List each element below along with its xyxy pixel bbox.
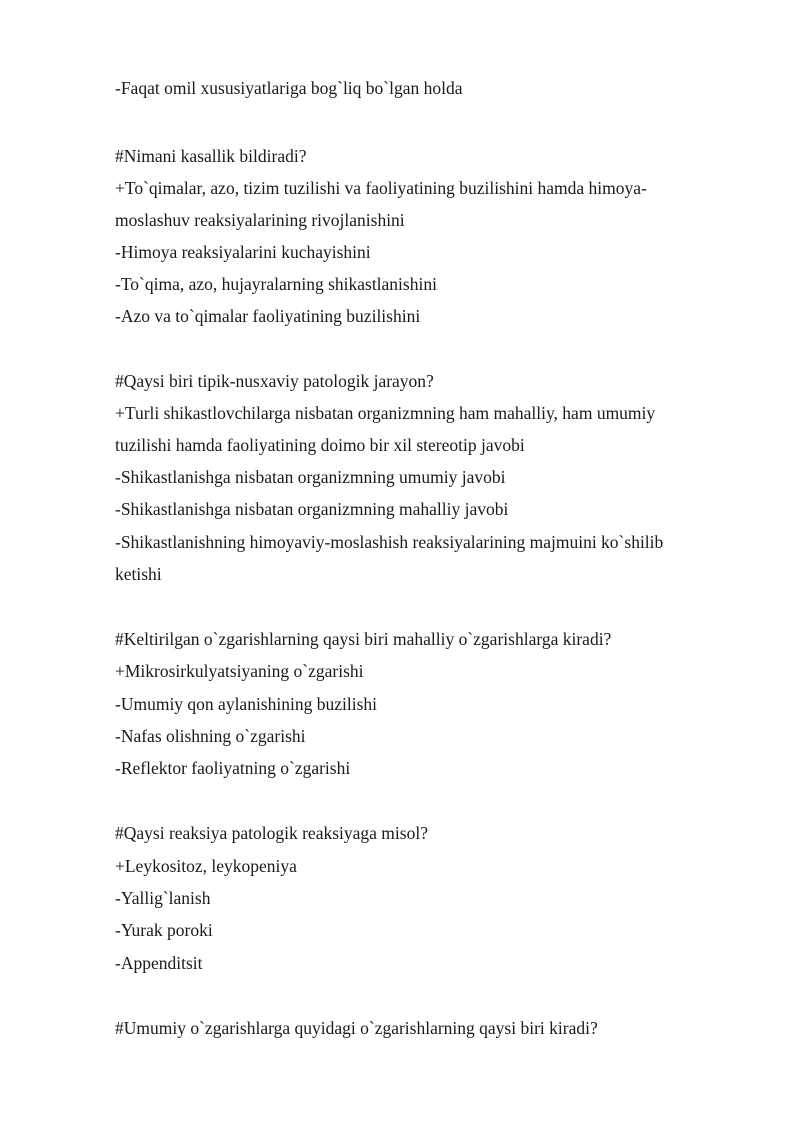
answer-option-text: ketishi [115,564,162,584]
answer-option-text: -Shikastlanishga nisbatan organizmning mahalliy javobi [115,499,509,519]
correct-answer-text: +Mikrosirkulyatsiyaning o`zgarishi [115,661,364,681]
answer-option-text: -Azo va to`qimalar faoliyatining buzilishini [115,306,421,326]
correct-answer-text: tuzilishi hamda faoliyatining doimo bir xil stereotip javobi [115,435,525,455]
question-text: #Nimani kasallik bildiradi? [115,146,307,166]
answer-option-text: -Reflektor faoliyatning o`zgarishi [115,758,351,778]
answer-option-text: -Faqat omil xususiyatlariga bog`liq bo`lgan holda [115,78,463,98]
question-text: #Keltirilgan o`zgarishlarning qaysi biri mahalliy o`zgarishlarga kiradi? [115,629,612,649]
question-text: #Qaysi reaksiya patologik reaksiyaga misol? [115,823,428,843]
question-text: #Qaysi biri tipik-nusxaviy patologik jarayon? [115,371,434,391]
answer-option-text: -Umumiy qon aylanishining buzilishi [115,694,377,714]
answer-option-text: -Yallig`lanish [115,888,211,908]
answer-option-text: -Shikastlanishga nisbatan organizmning umumiy javobi [115,467,506,487]
answer-option-text: -Yurak poroki [115,920,213,940]
correct-answer-text: +Turli shikastlovchilarga nisbatan organizmning ham mahalliy, ham umumiy [115,403,656,423]
answer-option-text: -Shikastlanishning himoyaviy-moslashish reaksiyalarining majmuini ko`shilib [115,532,664,552]
answer-option-text: -Appenditsit [115,953,203,973]
answer-option-text: -Nafas olishning o`zgarishi [115,726,306,746]
correct-answer-text: moslashuv reaksiyalarining rivojlanishini [115,210,405,230]
correct-answer-text: +Leykositoz, leykopeniya [115,856,297,876]
answer-option-text: -To`qima, azo, hujayralarning shikastlanishini [115,274,437,294]
correct-answer-text: +To`qimalar, azo, tizim tuzilishi va faoliyatining buzilishini hamda himoya- [115,178,647,198]
question-text: #Umumiy o`zgarishlarga quyidagi o`zgarishlarning qaysi biri kiradi? [115,1018,598,1038]
answer-option-text: -Himoya reaksiyalarini kuchayishini [115,242,371,262]
